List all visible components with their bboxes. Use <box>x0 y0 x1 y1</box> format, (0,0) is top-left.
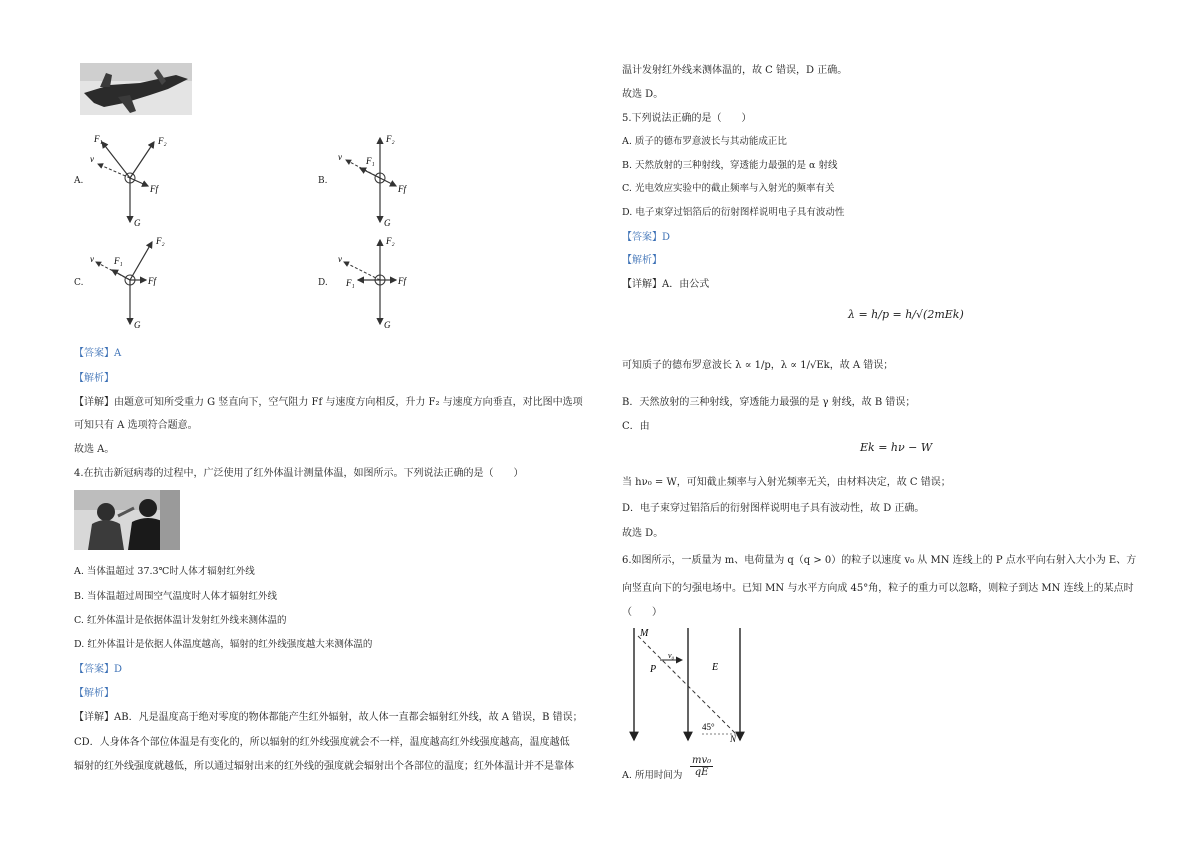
v0-label: v₀ <box>668 651 675 660</box>
detail-5-b: B．天然放射的三种射线，穿透能力最强的是 γ 射线，故 B 错误； <box>622 397 916 408</box>
thermometer-photo <box>74 490 180 550</box>
svg-text:F₂: F₂ <box>386 236 395 246</box>
svg-text:v: v <box>90 254 94 264</box>
svg-text:v: v <box>338 152 342 162</box>
v-label: v <box>90 154 94 164</box>
analysis-4: 【解析】 <box>74 688 114 699</box>
option-d-force-diagram <box>336 232 426 332</box>
q4-option-a: A. 当体温超过 37.3℃时人体才辐射红外线 <box>74 566 255 577</box>
detail-4-line2: CD．人身体各个部位体温是有变化的，所以辐射的红外线强度就会不一样，温度越高红外线强度越高，温度越低 <box>74 737 570 748</box>
svg-text:Ff: Ff <box>398 184 406 194</box>
analysis-3: 【解析】 <box>74 373 114 384</box>
question-6-line1: 6.如图所示，一质量为 m、电荷量为 q（q > 0）的粒子以速度 v₀ 从 MN 连线上的 P 点水平向右射入大小为 E、方 <box>622 555 1137 566</box>
svg-text:G: G <box>134 320 141 330</box>
point-p-label: P <box>650 664 657 675</box>
detail-5-c: C．由 <box>622 421 650 432</box>
svg-text:F₁: F₁ <box>346 278 355 288</box>
fraction-denominator: qE <box>694 767 709 778</box>
continuation-line: 温计发射红外线来测体温的，故 C 错误，D 正确。 <box>622 65 848 76</box>
answer-5: 【答案】D <box>622 232 671 243</box>
f1-label: F₁ <box>94 134 103 144</box>
question-5: 5.下列说法正确的是（ ） <box>622 113 752 124</box>
q4-option-d: D. 红外体温计是依据人体温度越高，辐射的红外线强度越大来测体温的 <box>74 639 373 650</box>
selection-5: 故选 D。 <box>622 528 664 539</box>
detail-3-line2: 可知只有 A 选项符合题意。 <box>74 420 198 431</box>
analysis-5: 【解析】 <box>622 255 662 266</box>
q5-option-a: A. 质子的德布罗意波长与其动能成正比 <box>622 136 787 147</box>
electric-field-diagram <box>622 622 762 746</box>
question-6-line2: 向竖直向下的匀强电场中。已知 MN 与水平方向成 45°角，粒子的重力可以忽略，则粒子到达 MN 连线上的某点时 <box>622 583 1134 594</box>
detail-5-c2: 当 hν₀ = W，可知截止频率与入射光频率无关，由材料决定，故 C 错误； <box>622 477 951 488</box>
point-n-label: N <box>730 734 737 744</box>
question-4: 4.在抗击新冠病毒的过程中，广泛使用了红外体温计测量体温，如图所示。下列说法正确的是（ ） <box>74 468 524 479</box>
q4-option-b: B. 当体温超过周围空气温度时人体才辐射红外线 <box>74 591 278 602</box>
answer-3: 【答案】A <box>74 348 122 359</box>
selection-4: 故选 D。 <box>622 89 664 100</box>
option-a-label: A. <box>74 176 84 186</box>
svg-text:Ff: Ff <box>148 276 156 286</box>
option-d-label: D. <box>318 278 328 288</box>
detail-5-a: 【详解】A．由公式 <box>622 279 710 290</box>
q5-option-d: D. 电子束穿过铝箔后的衍射图样说明电子具有波动性 <box>622 207 845 218</box>
svg-text:F₂: F₂ <box>386 134 395 144</box>
question-6-line3: （ ） <box>622 607 662 618</box>
f2-label: F₂ <box>158 136 167 146</box>
detail-4-line1: 【详解】AB．凡是温度高于绝对零度的物体都能产生红外辐射，故人体一直都会辐射红外线，故 A 错误，B 错误； <box>74 712 583 723</box>
svg-text:F₁: F₁ <box>114 256 123 266</box>
svg-text:F₂: F₂ <box>156 236 165 246</box>
detail-5-a2: 可知质子的德布罗意波长 λ ∝ 1/p，λ ∝ 1/√Ek，故 A 错误； <box>622 360 894 371</box>
ff-label: Ff <box>150 184 158 194</box>
q4-option-c: C. 红外体温计是依据体温计发射红外线来测体温的 <box>74 615 287 626</box>
svg-text:G: G <box>384 320 391 330</box>
point-m-label: M <box>640 628 649 639</box>
detail-4-line3: 辐射的红外线强度就越低，所以通过辐射出来的红外线的强度就会辐射出个各部位的温度；红外体温计并不是靠体 <box>74 761 574 772</box>
q5-option-b: B. 天然放射的三种射线，穿透能力最强的是 α 射线 <box>622 160 838 171</box>
jet-photo <box>80 63 192 115</box>
angle-label: 45° <box>702 722 715 732</box>
option-b-label: B. <box>318 176 328 186</box>
option-c-label: C. <box>74 278 84 288</box>
q6-option-a-prefix: A. 所用时间为 <box>622 770 683 781</box>
formula-photoelectric: Ek = hν − W <box>860 441 933 454</box>
g-label: G <box>134 218 141 228</box>
selection-3: 故选 A。 <box>74 444 115 455</box>
option-c-force-diagram <box>88 232 178 332</box>
q6-option-a-fraction <box>690 755 713 778</box>
formula-de-broglie: λ = h/p = h/√(2mEk) <box>848 308 964 321</box>
answer-4: 【答案】D <box>74 664 123 675</box>
svg-text:F₁: F₁ <box>366 156 375 166</box>
option-b-force-diagram <box>336 130 426 230</box>
option-a-force-diagram <box>88 130 178 230</box>
svg-text:v: v <box>338 254 342 264</box>
fraction-numerator: mv₀ <box>692 755 712 766</box>
svg-text:G: G <box>384 218 391 228</box>
detail-5-d: D．电子束穿过铝箔后的衍射图样说明电子具有波动性，故 D 正确。 <box>622 503 925 514</box>
field-e-label: E <box>712 662 719 673</box>
svg-text:Ff: Ff <box>398 276 406 286</box>
q5-option-c: C. 光电效应实验中的截止频率与入射光的频率有关 <box>622 183 835 194</box>
detail-3-line1: 【详解】由题意可知所受重力 G 竖直向下，空气阻力 Ff 与速度方向相反，升力 F₂ 与速度方向垂直，对比图中选项 <box>74 397 583 408</box>
